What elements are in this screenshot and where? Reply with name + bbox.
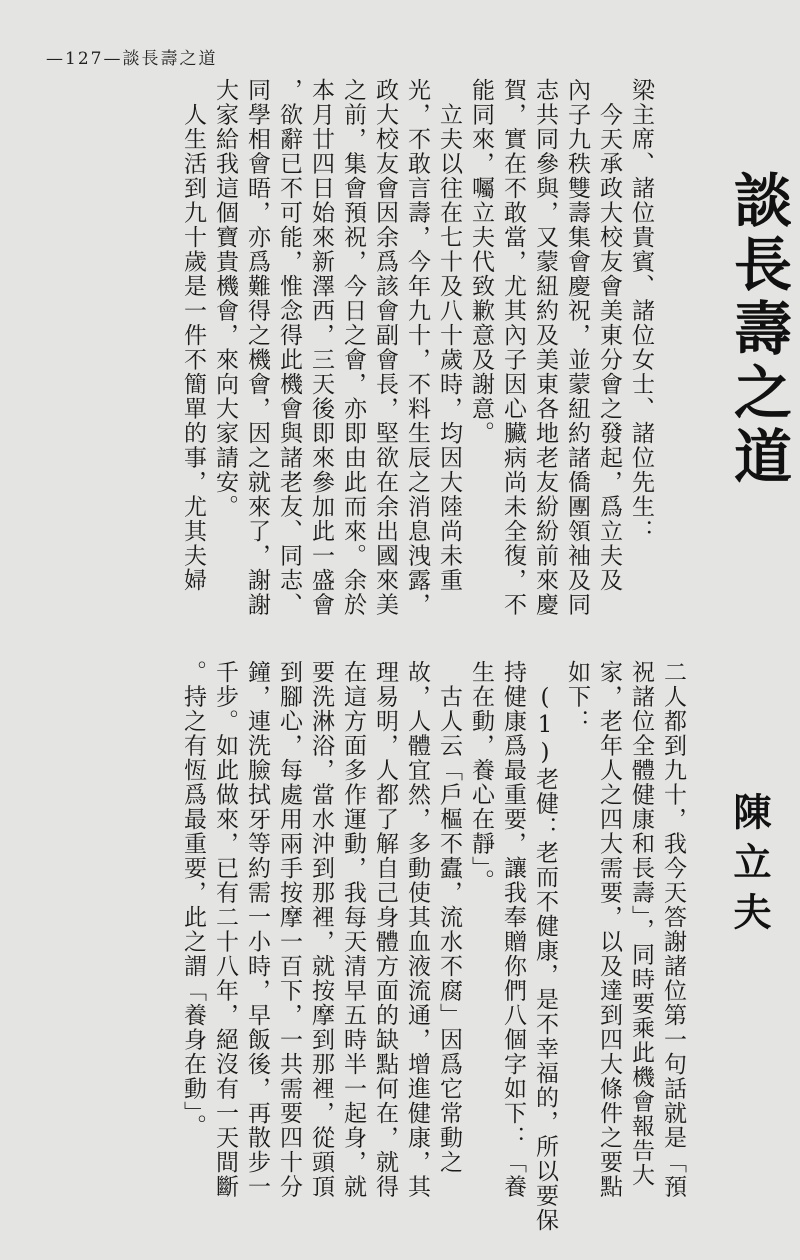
- text-column: 鐘，連洗臉拭牙等約需一小時，早飯後，再散步一: [244, 660, 270, 1199]
- text-column: 同學相會晤，亦爲難得之機會，因之就來了，謝謝: [244, 78, 270, 617]
- text-column: 要洗淋浴，當水沖到那裡，就按摩到那裡，從頭頂: [308, 660, 334, 1199]
- text-column: 能同來，囑立夫代致歉意及謝意。: [468, 78, 494, 446]
- text-column: 生在動，養心在靜」。: [468, 660, 494, 894]
- text-column: 光，不敢言壽，今年九十，不料生辰之消息洩露，: [404, 78, 430, 617]
- text-column: 之前，集會預祝，今日之會，亦即由此而來。余於: [340, 78, 366, 617]
- text-column: 志共同參與，又蒙紐約及美東各地老友紛紛前來慶: [532, 78, 558, 617]
- text-column: 家，老年人之四大需要，以及達到四大條件之要點: [596, 660, 622, 1199]
- text-column: 人生活到九十歲是一件不簡單的事，尤其夫婦: [180, 78, 206, 593]
- text-column: 政大校友會因余爲該會副會長，堅欲在余出國來美: [372, 78, 398, 617]
- article-author: 陳立夫: [727, 792, 771, 942]
- text-column: 立夫以往在七十及八十歲時，均因大陸尚未重: [436, 78, 462, 593]
- text-column: 持健康爲最重要，讓我奉贈你們八個字如下：「養: [500, 660, 526, 1199]
- text-column: 今天承政大校友會美東分會之發起，爲立夫及: [596, 78, 622, 593]
- text-column: 內子九秩雙壽集會慶祝，並蒙紐約諸僑團領袖及同: [564, 78, 590, 617]
- text-column: 本月廿四日始來新澤西，三天後即來參加此一盛會: [308, 78, 334, 617]
- text-column: 古人云「戶樞不蠹，流水不腐」因爲它常動之: [436, 660, 462, 1175]
- text-column: (1)老健：老而不健康，是不幸福的，所以要保: [532, 660, 558, 1233]
- text-column: 千步。如此做來，已有二十八年，絕沒有一天間斷: [212, 660, 238, 1199]
- text-column: 到腳心，每處用兩手按摩一百下，一共需要四十分: [276, 660, 302, 1199]
- text-column: 賀，實在不敢當，尤其內子因心臟病尚未全復，不: [500, 78, 526, 617]
- article-title: 談長壽之道: [724, 170, 792, 490]
- text-column: 梁主席、諸位貴賓、諸位女士、諸位先生：: [628, 78, 654, 544]
- text-column: 在這方面多作運動，我每天清早五時半一起身，就: [340, 660, 366, 1199]
- running-header: —127—談長壽之道: [46, 49, 218, 69]
- text-column: 。持之有恆爲最重要，此之謂「養身在動」。: [180, 660, 206, 1139]
- text-column: 如下：: [564, 660, 590, 734]
- text-column: 故，人體宜然，多動使其血液流通，增進健康，其: [404, 660, 430, 1199]
- text-column: 祝諸位全體健康和長壽」，同時要乘此機會報告大: [628, 660, 654, 1188]
- text-column: 二人都到九十，我今天答謝諸位第一句話就是「預: [660, 660, 686, 1199]
- text-column: 大家給我這個寶貴機會，來向大家請安。: [212, 78, 238, 519]
- text-column: ，欲辭已不可能，惟念得此機會與諸老友、同志、: [276, 78, 302, 617]
- text-column: 理易明，人都了解自己身體方面的缺點何在，就得: [372, 660, 398, 1199]
